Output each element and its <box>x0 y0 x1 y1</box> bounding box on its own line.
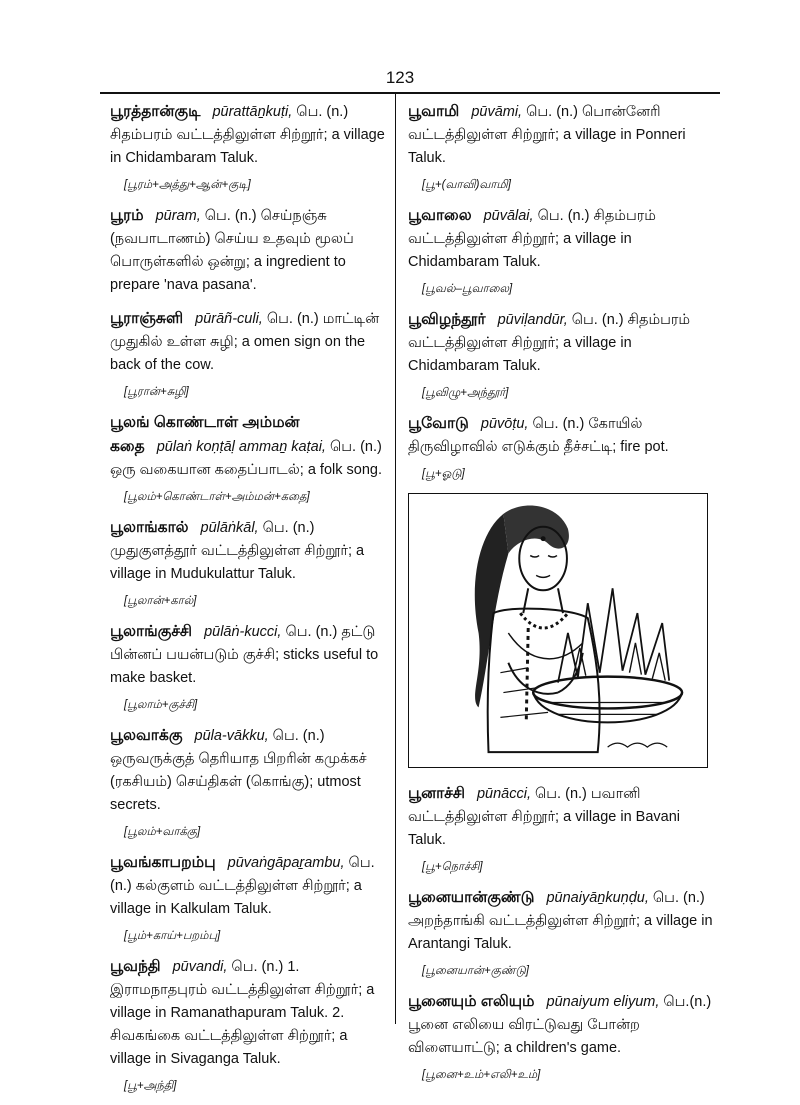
etymology: [பூம்+காய்+பறம்பு] <box>124 930 221 942</box>
entry-text <box>408 782 718 852</box>
headword: பூனையும் எலியும் <box>408 993 535 1010</box>
fire-pot-illustration <box>408 493 708 768</box>
entry-text <box>110 516 385 586</box>
dictionary-entry <box>110 307 385 401</box>
dictionary-entry <box>110 620 385 714</box>
dictionary-entry <box>408 782 718 876</box>
etymology: [பூ+அந்தி] <box>124 1080 177 1092</box>
transliteration: pūviḷandūr, <box>497 312 568 328</box>
dictionary-entry <box>408 886 718 980</box>
definition: பெ. (n.) பொன்னேரி வட்டத்திலுள்ள சிற்றூர்; a village in Ponneri Taluk. <box>408 104 686 166</box>
transliteration: pūram, <box>155 208 201 224</box>
etymology: [பூவல்–பூவாலை] <box>422 283 513 295</box>
woman-carrying-fire-pot-icon <box>409 494 707 767</box>
headword: பூலவாக்கு <box>110 727 183 744</box>
transliteration: pūvandi, <box>172 959 228 975</box>
headword: பூவந்தி <box>110 958 161 975</box>
headword: பூனாச்சி <box>408 785 465 802</box>
headword: பூனையான்குண்டு <box>408 889 535 906</box>
dictionary-entry <box>110 724 385 841</box>
headword: பூவோடு <box>408 415 469 432</box>
transliteration: pūrattāṉkuṭi, <box>212 104 293 120</box>
headword: பூரத்தான்குடி <box>110 103 201 120</box>
entry-text <box>110 620 385 690</box>
dictionary-entry <box>110 851 385 945</box>
etymology: [பூரம்+அத்து+ஆன்+குடி] <box>124 179 251 191</box>
dictionary-entry <box>110 100 385 194</box>
definition: பெ. (n.) மாட்டின் முதுகில் உள்ள சுழி; a omen sign on the back of the cow. <box>110 311 380 373</box>
definition: பெ. (n.) பவானி வட்டத்திலுள்ள சிற்றூர்; a village in Bavani Taluk. <box>408 786 680 848</box>
transliteration: pūnācci, <box>476 786 531 802</box>
transliteration: pūlāṅkāl, <box>200 520 259 536</box>
transliteration: pūnaiyum eliyum, <box>546 994 660 1010</box>
definition: பெ. (n.) தட்டு பின்னப் பயன்படும் குச்சி; sticks useful to make basket. <box>110 624 379 686</box>
page-number: 123 <box>385 68 415 87</box>
etymology: [பூவிழு+அந்தூர்] <box>422 387 509 399</box>
entry-text <box>408 412 718 459</box>
headword: பூலாங்குச்சி <box>110 623 193 640</box>
dictionary-entry <box>408 412 718 483</box>
entry-text <box>408 886 718 956</box>
definition: பெ. (n.) அறந்தாங்கி வட்டத்திலுள்ள சிற்றூர்; a village in Arantangi Taluk. <box>408 890 713 952</box>
etymology: [பூனை+உம்+எலி+உம்] <box>422 1069 541 1081</box>
transliteration: pūrāñ-culi, <box>195 311 263 327</box>
entry-text <box>408 990 718 1060</box>
headword: பூராஞ்சுளி <box>110 310 184 327</box>
dictionary-entry <box>110 411 385 506</box>
transliteration: pūvaṅgāpaṟambu, <box>227 855 345 871</box>
dictionary-entry <box>110 204 385 297</box>
entry-text <box>110 411 385 482</box>
column-divider <box>395 94 396 1024</box>
headword: பூலங் கொண்டாள் அம்மன் கதை <box>110 414 300 455</box>
definition: பெ. (n.) செய்நஞ்சு (நவபாடாணம்) செய்ய உதவும் மூலப் பொருள்களில் ஒன்று; a ingredient to prepare 'nava pasana'. <box>110 208 354 293</box>
entry-text <box>110 955 385 1071</box>
headword: பூரம் <box>110 207 144 224</box>
definition: பெ. (n.) சிதம்பரம் வட்டத்திலுள்ள சிற்றூர்; a village in Chidambaram Taluk. <box>408 312 691 374</box>
transliteration: pūvālai, <box>483 208 534 224</box>
etymology: [பூனையான்+குண்டு] <box>422 965 529 977</box>
definition: பெ. (n.) சிதம்பரம் வட்டத்திலுள்ள சிற்றூர்; a village in Chidambaram Taluk. <box>408 208 656 270</box>
header-rule <box>100 92 720 94</box>
definition: பெ. (n.) முதுகுளத்தூர் வட்டத்திலுள்ள சிற்றூர்; a village in Mudukulattur Taluk. <box>110 520 365 582</box>
entry-text <box>110 204 385 297</box>
etymology: [பூலம்+வாக்கு] <box>124 826 201 838</box>
transliteration: pūnaiyāṉkuṇḍu, <box>546 890 649 906</box>
etymology: [பூலான்+கால்] <box>124 595 197 607</box>
etymology: [பூ+(வாவி)வாமி] <box>422 179 511 191</box>
dictionary-entry <box>110 955 385 1095</box>
transliteration: pūlaṅ koṇṭāḷ ammaṉ kaṭai, <box>156 439 326 455</box>
headword: பூவாமி <box>408 103 460 120</box>
transliteration: pūvōṭu, <box>480 416 529 432</box>
definition: பெ.(n.) பூனை எலியை விரட்டுவது போன்ற விளையாட்டு; a children's game. <box>408 994 712 1056</box>
dictionary-entry <box>408 308 718 402</box>
definition: பெ. (n.) சிதம்பரம் வட்டத்திலுள்ள சிற்றூர்; a village in Chidambaram Taluk. <box>110 104 385 166</box>
etymology: [பூரான்+சுழி] <box>124 386 189 398</box>
entry-text <box>110 851 385 921</box>
transliteration: pūla-vākku, <box>194 728 269 744</box>
left-column <box>110 100 385 1105</box>
definition: பெ. (n.) ஒரு வகையான கதைப்பாடல்; a folk song. <box>110 439 382 478</box>
definition: பெ. (n.) கோயில் திருவிழாவில் எடுக்கும் தீச்சட்டி; fire pot. <box>408 416 669 455</box>
dictionary-entry <box>408 100 718 194</box>
definition: பெ. (n.) ஒருவருக்குத் தெரியாத பிறரின் கமுக்கச் (ரகசியம்) செய்திகள் (கொங்கு); utmost secrets. <box>110 728 367 813</box>
dictionary-entry <box>110 516 385 610</box>
entry-text <box>408 100 718 170</box>
entry-text <box>408 204 718 274</box>
transliteration: pūlāṅ-kucci, <box>204 624 282 640</box>
etymology: [பூ+ஓடு] <box>422 468 465 480</box>
headword: பூலாங்கால் <box>110 519 189 536</box>
headword: பூவாலை <box>408 207 472 224</box>
definition: பெ. (n.) 1. இராமநாதபுரம் வட்டத்திலுள்ள சிற்றூர்; a village in Ramanathapuram Taluk. 2. சிவகங்கை வட்டத்திலுள்ள சிற்றூர்; a village in Sivaganga Taluk. <box>110 959 375 1067</box>
right-column <box>408 100 718 1094</box>
entry-text <box>408 308 718 378</box>
headword: பூவங்காபறம்பு <box>110 854 216 871</box>
etymology: [பூலம்+கொண்டாள்+அம்மன்+கதை] <box>124 491 310 503</box>
headword: பூவிழந்தூர் <box>408 311 486 328</box>
definition: பெ. (n.) கல்குளம் வட்டத்திலுள்ள சிற்றூர்; a village in Kalkulam Taluk. <box>110 855 375 917</box>
dictionary-entry <box>408 990 718 1084</box>
entry-text <box>110 724 385 817</box>
entry-text <box>110 307 385 377</box>
etymology: [பூ+நொச்சி] <box>422 861 483 873</box>
etymology: [பூலாம்+குச்சி] <box>124 699 198 711</box>
dictionary-entry <box>408 204 718 298</box>
entry-text <box>110 100 385 170</box>
transliteration: pūvāmi, <box>471 104 523 120</box>
